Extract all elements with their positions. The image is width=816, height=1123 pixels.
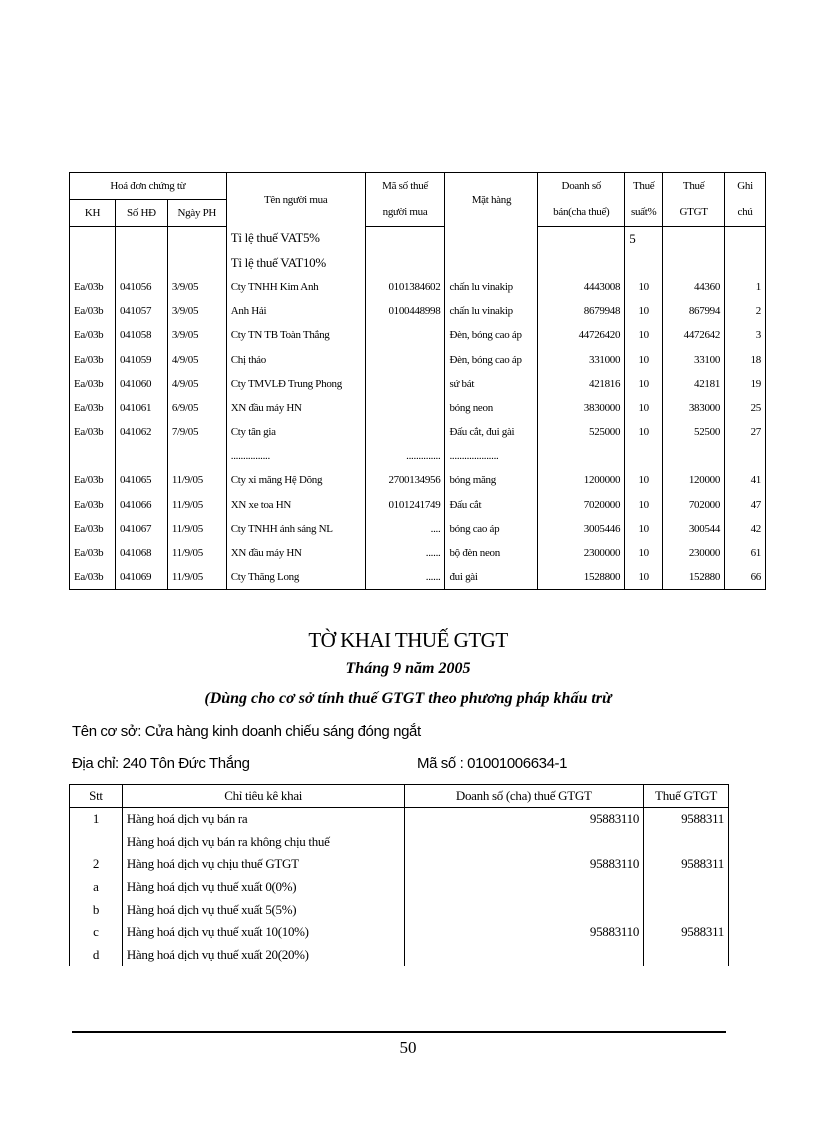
cell-thue: 9588311 (644, 921, 729, 944)
cell-so: 041058 (115, 323, 167, 347)
cell-ts: 10 (625, 468, 663, 492)
header-tax-rate-1: Thuế (625, 173, 663, 200)
cell-ds: 8679948 (538, 299, 625, 323)
cell-gc: 41 (725, 468, 766, 492)
cell-mst: ...... (365, 541, 445, 565)
cell-ts: 10 (625, 275, 663, 299)
cell-ts: 10 (625, 565, 663, 590)
cell-gc: 2 (725, 299, 766, 323)
cell-gc: 19 (725, 372, 766, 396)
cell-kh: Ea/03b (70, 396, 116, 420)
cell-thue: 383000 (663, 396, 725, 420)
cell-item: Hàng hoá dịch vụ chịu thuế GTGT (122, 853, 404, 876)
page-number: 50 (399, 1038, 417, 1057)
cell-gc: 1 (725, 275, 766, 299)
cell-ten: ................ (226, 444, 365, 468)
cell-mst (365, 420, 445, 444)
table-row (70, 831, 729, 854)
cell-so: 041067 (115, 517, 167, 541)
address: Địa chỉ: 240 Tôn Đức Thắng (72, 755, 250, 772)
cell-ds: 331000 (538, 347, 625, 371)
cell-kh: Ea/03b (70, 299, 116, 323)
header-note-1: Ghi (725, 173, 766, 200)
cell-item: Hàng hoá dịch vụ thuế xuất 0(0%) (122, 876, 404, 899)
cell-ds: 421816 (538, 372, 625, 396)
cell-thue: 120000 (663, 468, 725, 492)
table-row (70, 921, 729, 944)
cell-ds (538, 251, 625, 275)
table-row (70, 226, 766, 251)
cell-thue: 230000 (663, 541, 725, 565)
invoice-table (69, 172, 766, 590)
cell-ten: Anh Hải (226, 299, 365, 323)
declaration-subtitle: (Dùng cho cơ sở tính thuế GTGT theo phương pháp khấu trừ (204, 690, 612, 707)
cell-kh: Ea/03b (70, 468, 116, 492)
cell-thue: 52500 (663, 420, 725, 444)
cell-ngay: 3/9/05 (167, 275, 226, 299)
cell-gc (725, 226, 766, 251)
cell-ds (404, 876, 644, 899)
cell-kh: Ea/03b (70, 372, 116, 396)
header-decl-vat: Thuế GTGT (644, 785, 729, 808)
cell-ts: 10 (625, 420, 663, 444)
table-row (70, 468, 766, 492)
cell-thue: 300544 (663, 517, 725, 541)
tax-code: Mã số : 01001006634-1 (417, 755, 568, 772)
cell-so: 041056 (115, 275, 167, 299)
cell-ten: Cty tân gia (226, 420, 365, 444)
cell-ngay: 6/9/05 (167, 396, 226, 420)
cell-ds: 2300000 (538, 541, 625, 565)
cell-ts: 10 (625, 323, 663, 347)
cell-mst: 0101384602 (365, 275, 445, 299)
declaration-table (69, 784, 729, 966)
cell-mat: đui gài (445, 565, 538, 590)
table-row (70, 396, 766, 420)
cell-ds: 44726420 (538, 323, 625, 347)
cell-item: Hàng hoá dịch vụ thuế xuất 10(10%) (122, 921, 404, 944)
cell-gc (725, 444, 766, 468)
cell-gc: 61 (725, 541, 766, 565)
table-row (70, 541, 766, 565)
table-row (70, 493, 766, 517)
cell-thue (663, 444, 725, 468)
cell-ds (404, 898, 644, 921)
declaration-month: Tháng 9 năm 2005 (345, 660, 471, 677)
cell-kh: Ea/03b (70, 517, 116, 541)
cell-ten: Tỉ lệ thuế VAT5% (226, 226, 365, 251)
cell-ngay: 11/9/05 (167, 468, 226, 492)
cell-thue (663, 251, 725, 275)
establishment-name: Tên cơ sở: Cửa hàng kinh doanh chiếu sáng đóng ngắt (72, 723, 421, 740)
cell-ten: Cty TN TB Toàn Thắng (226, 323, 365, 347)
cell-mat: chấn lu vinakip (445, 299, 538, 323)
cell-thue (644, 898, 729, 921)
cell-kh: Ea/03b (70, 493, 116, 517)
cell-ngay (167, 226, 226, 251)
table-row (70, 420, 766, 444)
cell-thue (663, 226, 725, 251)
cell-ngay: 4/9/05 (167, 347, 226, 371)
header-tax-code-1: Mã số thuế (365, 173, 445, 200)
cell-mst (365, 372, 445, 396)
cell-mst (365, 323, 445, 347)
cell-ten: XN xe toa HN (226, 493, 365, 517)
header-kh: KH (70, 199, 116, 226)
cell-mst (365, 347, 445, 371)
cell-ds: 95883110 (404, 853, 644, 876)
cell-mat: bóng măng (445, 468, 538, 492)
table-row (70, 517, 766, 541)
cell-ts: 10 (625, 396, 663, 420)
table-row (70, 323, 766, 347)
header-goods: Mặt hàng (445, 173, 538, 227)
cell-gc: 42 (725, 517, 766, 541)
cell-thue: 702000 (663, 493, 725, 517)
cell-stt (70, 831, 123, 854)
cell-ts: 10 (625, 517, 663, 541)
cell-ten: Cty TNHH Kim Anh (226, 275, 365, 299)
cell-thue: 9588311 (644, 853, 729, 876)
header-vat-1: Thuế (663, 173, 725, 200)
cell-mst (365, 396, 445, 420)
cell-ten: Tỉ lệ thuế VAT10% (226, 251, 365, 275)
cell-mat: bóng neon (445, 396, 538, 420)
cell-thue: 867994 (663, 299, 725, 323)
cell-gc: 66 (725, 565, 766, 590)
cell-kh (70, 226, 116, 251)
cell-ngay: 7/9/05 (167, 420, 226, 444)
cell-thue: 9588311 (644, 808, 729, 831)
cell-ngay (167, 251, 226, 275)
cell-thue (644, 944, 729, 967)
table-row (70, 275, 766, 299)
cell-gc (725, 251, 766, 275)
cell-thue: 42181 (663, 372, 725, 396)
cell-ds: 95883110 (404, 921, 644, 944)
cell-mst: 0101241749 (365, 493, 445, 517)
cell-item: Hàng hoá dịch vụ bán ra (122, 808, 404, 831)
cell-thue: 33100 (663, 347, 725, 371)
footer-rule (72, 1031, 726, 1033)
cell-ts: 5 (625, 226, 663, 251)
cell-so (115, 251, 167, 275)
cell-ds: 1200000 (538, 468, 625, 492)
cell-ds: 3830000 (538, 396, 625, 420)
cell-so (115, 226, 167, 251)
cell-ds: 7020000 (538, 493, 625, 517)
cell-ngay: 4/9/05 (167, 372, 226, 396)
cell-so: 041059 (115, 347, 167, 371)
cell-ngay: 3/9/05 (167, 299, 226, 323)
cell-mat: Đấu cắt, đui gài (445, 420, 538, 444)
cell-kh: Ea/03b (70, 275, 116, 299)
cell-gc: 47 (725, 493, 766, 517)
cell-stt: 1 (70, 808, 123, 831)
header-revenue-2: bán(cha thuế) (538, 199, 625, 226)
cell-mat: Đèn, bóng cao áp (445, 323, 538, 347)
cell-ds: 1528800 (538, 565, 625, 590)
cell-ngay: 11/9/05 (167, 493, 226, 517)
header-invoice-group: Hoá đơn chứng từ (70, 173, 227, 200)
cell-ts: 10 (625, 493, 663, 517)
cell-ngay: 11/9/05 (167, 565, 226, 590)
cell-item: Hàng hoá dịch vụ thuế xuất 20(20%) (122, 944, 404, 967)
cell-gc: 27 (725, 420, 766, 444)
cell-ts: 10 (625, 299, 663, 323)
cell-so: 041068 (115, 541, 167, 565)
cell-stt: d (70, 944, 123, 967)
cell-mat: chấn lu vinakip (445, 275, 538, 299)
cell-stt: b (70, 898, 123, 921)
cell-ds (404, 944, 644, 967)
cell-gc: 3 (725, 323, 766, 347)
cell-mst (365, 251, 445, 275)
cell-ts: 10 (625, 347, 663, 371)
header-revenue-1: Doanh số (538, 173, 625, 200)
table-row (70, 808, 729, 831)
cell-kh: Ea/03b (70, 323, 116, 347)
cell-so (115, 444, 167, 468)
cell-ten: XN đầu máy HN (226, 396, 365, 420)
cell-ds (404, 831, 644, 854)
cell-stt: c (70, 921, 123, 944)
cell-mat: Đèn, bóng cao áp (445, 347, 538, 371)
cell-thue (644, 831, 729, 854)
header-issue-date: Ngày PH (167, 199, 226, 226)
cell-mst: .............. (365, 444, 445, 468)
cell-so: 041065 (115, 468, 167, 492)
cell-so: 041062 (115, 420, 167, 444)
cell-ts: 10 (625, 372, 663, 396)
cell-ts (625, 251, 663, 275)
table-row (70, 876, 729, 899)
cell-ds: 3005446 (538, 517, 625, 541)
cell-ds: 525000 (538, 420, 625, 444)
table-row (70, 372, 766, 396)
cell-ds: 4443008 (538, 275, 625, 299)
cell-mat (445, 226, 538, 251)
cell-ds (538, 444, 625, 468)
cell-stt: a (70, 876, 123, 899)
cell-ngay (167, 444, 226, 468)
cell-ten: Cty TMVLĐ Trung Phong (226, 372, 365, 396)
table-row (70, 251, 766, 275)
cell-so: 041066 (115, 493, 167, 517)
cell-ts (625, 444, 663, 468)
cell-mat: Đấu cắt (445, 493, 538, 517)
header-decl-revenue: Doanh số (cha) thuế GTGT (404, 785, 644, 808)
cell-gc: 18 (725, 347, 766, 371)
header-buyer-name: Tên người mua (226, 173, 365, 227)
cell-ngay: 11/9/05 (167, 517, 226, 541)
cell-thue: 44360 (663, 275, 725, 299)
cell-kh (70, 444, 116, 468)
cell-mat: bóng cao áp (445, 517, 538, 541)
table-row (70, 898, 729, 921)
cell-ten: XN đầu máy HN (226, 541, 365, 565)
cell-kh: Ea/03b (70, 565, 116, 590)
cell-ds (538, 226, 625, 251)
cell-mat (445, 251, 538, 275)
declaration-title: TỜ KHAI THUẾ GTGT (308, 628, 508, 652)
cell-kh (70, 251, 116, 275)
cell-so: 041069 (115, 565, 167, 590)
cell-mst: 0100448998 (365, 299, 445, 323)
cell-kh: Ea/03b (70, 347, 116, 371)
header-tax-code-2: người mua (365, 199, 445, 226)
cell-item: Hàng hoá dịch vụ bán ra không chịu thuế (122, 831, 404, 854)
cell-mst (365, 226, 445, 251)
cell-so: 041061 (115, 396, 167, 420)
cell-ts: 10 (625, 541, 663, 565)
header-stt: Stt (70, 785, 123, 808)
header-note-2: chú (725, 199, 766, 226)
table-row (70, 853, 729, 876)
header-indicator: Chỉ tiêu kê khai (122, 785, 404, 808)
cell-mat: .................... (445, 444, 538, 468)
cell-thue: 152880 (663, 565, 725, 590)
cell-stt: 2 (70, 853, 123, 876)
cell-mst: .... (365, 517, 445, 541)
cell-mst: ...... (365, 565, 445, 590)
cell-ds: 95883110 (404, 808, 644, 831)
cell-gc: 25 (725, 396, 766, 420)
cell-ten: Chị thảo (226, 347, 365, 371)
table-row (70, 565, 766, 590)
cell-so: 041060 (115, 372, 167, 396)
cell-kh: Ea/03b (70, 541, 116, 565)
cell-ten: Cty Thăng Long (226, 565, 365, 590)
cell-mst: 2700134956 (365, 468, 445, 492)
table-row (70, 444, 766, 468)
table-row (70, 299, 766, 323)
cell-so: 041057 (115, 299, 167, 323)
cell-ngay: 3/9/05 (167, 323, 226, 347)
table-row (70, 944, 729, 967)
header-vat-2: GTGT (663, 199, 725, 226)
cell-kh: Ea/03b (70, 420, 116, 444)
cell-thue (644, 876, 729, 899)
cell-ngay: 11/9/05 (167, 541, 226, 565)
table-row (70, 347, 766, 371)
cell-mat: bộ đèn neon (445, 541, 538, 565)
cell-thue: 4472642 (663, 323, 725, 347)
header-tax-rate-2: suất% (625, 199, 663, 226)
cell-mat: sứ bát (445, 372, 538, 396)
cell-item: Hàng hoá dịch vụ thuế xuất 5(5%) (122, 898, 404, 921)
cell-ten: Cty TNHH ánh sáng NL (226, 517, 365, 541)
cell-ten: Cty xi măng Hệ Dõng (226, 468, 365, 492)
header-invoice-no: Số HĐ (115, 199, 167, 226)
